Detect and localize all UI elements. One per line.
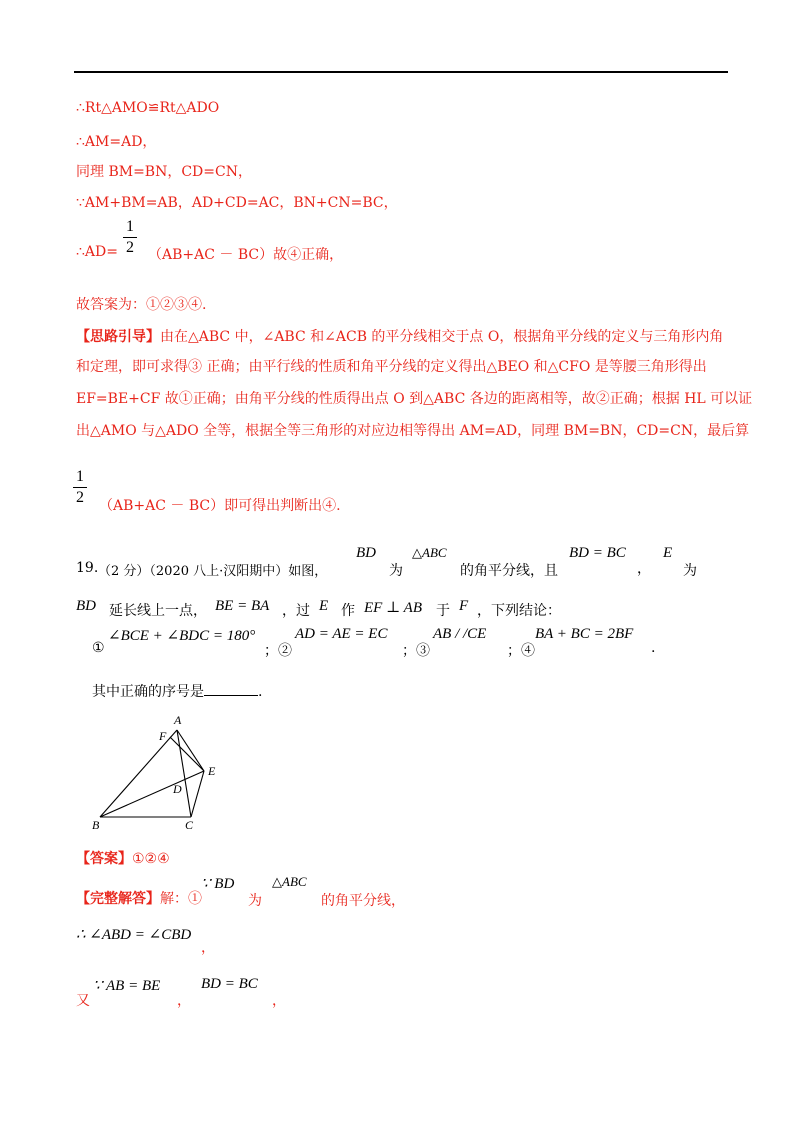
solution-line-1 (76, 888, 202, 908)
math-be-eq-ba: BE = BA (215, 598, 270, 614)
guide-line-5: （AB+AC － BC）即可得出判断出④. (99, 498, 341, 514)
answer-tag: 【答案】 (76, 851, 132, 867)
guide-line-4: 出△AMO 与△ADO 全等，根据全等三角形的对应边相等得出 AM=AD，同理 BM=BN，CD=CN，最后算 (76, 423, 750, 439)
geometry-figure (88, 710, 228, 835)
label-a: A (174, 713, 182, 727)
segment-be (100, 771, 204, 817)
prompt-end: . (258, 684, 263, 700)
fraction-denominator: 2 (76, 489, 84, 506)
conclusion-1: ∠BCE + ∠BDC = 180° (108, 628, 256, 644)
text-wei-2: 为 (683, 563, 697, 579)
answer-blank (204, 683, 258, 696)
proof-line-4: ∵AM+BM=AB，AD+CD=AC，BN+CN=BC， (76, 195, 398, 211)
guide-line-3: EF=BE+CF 故①正确；由角平分线的性质得出点 O 到△ABC 各边的距离相等，故②正确；根据 HL 可以证 (76, 391, 753, 407)
solution-tag: 【完整解答】 (76, 891, 160, 907)
segment-ce (191, 771, 204, 817)
guide-text-1: 由在△ABC 中，∠ABC 和∠ACB 的平分线相交于点 O，根据角平分线的定义与三角形内角 (160, 329, 724, 345)
answer-line (76, 848, 170, 868)
proof-line-5-prefix: ∴AD= (76, 244, 118, 260)
conclusion-3: AB / /CE (433, 626, 487, 642)
math-bd-eq-bc: BD = BC (569, 545, 626, 561)
label-d: D (173, 782, 182, 796)
conclusion-2-mark: ；② (264, 643, 292, 659)
proof-line-2: ∴AM=AD， (76, 134, 157, 150)
solution-comma-1: ， (201, 940, 215, 956)
text-yu: 于 (436, 603, 450, 619)
solution-wei: 为 (248, 893, 262, 909)
math-e: E (663, 545, 673, 561)
proof-fraction (123, 218, 137, 257)
text-comma: ， (637, 561, 651, 577)
text-zuo: 作 (341, 603, 355, 619)
math-bd: BD (356, 545, 376, 561)
conclusion-end: . (651, 640, 656, 656)
text-bisector: 的角平分线，且 (460, 563, 558, 579)
question-number: 19. (76, 560, 99, 576)
fraction-bar (123, 237, 137, 238)
guide-tag: 【思路引导】 (76, 329, 160, 345)
conclusion-2: AD = AE = EC (295, 626, 388, 642)
conclusion-1-mark: ① (92, 640, 105, 656)
guide-fraction (73, 468, 87, 507)
math-bd-2: BD (76, 598, 96, 614)
proof-line-3: 同理 BM=BN，CD=CN， (76, 164, 252, 180)
header-rule (74, 71, 728, 73)
segment-ae (177, 730, 204, 771)
answer-statement: 故答案为：①②③④. (76, 297, 207, 313)
segment-ba (100, 730, 177, 817)
math-angle-equality: ∴ ∠ABD = ∠CBD (76, 927, 192, 943)
conclusion-4-mark: ；④ (507, 643, 535, 659)
fraction-numerator: 1 (76, 468, 84, 485)
fraction-numerator: 1 (126, 218, 134, 235)
fraction-bar (73, 487, 87, 488)
proof-line-1: ∴Rt△AMO≌Rt△ADO (76, 100, 220, 116)
math-f: F (459, 598, 469, 614)
math-e-2: E (319, 598, 329, 614)
answer-value: ①②④ (132, 851, 170, 867)
segment-ca (177, 730, 191, 817)
fraction-denominator: 2 (126, 239, 134, 256)
segment-fe (170, 737, 204, 771)
label-c: C (185, 818, 194, 832)
solution-bisector: 的角平分线， (321, 893, 405, 909)
text-extension: 延长线上一点， (109, 603, 207, 619)
math-solution-triangle: △ABC (272, 874, 307, 889)
solution-jie: 解：① (160, 891, 202, 907)
math-ef-perp-ab: EF ⊥ AB (364, 600, 422, 616)
guide-line-2: 和定理，即可求得③ 正确；由平行线的性质和角平分线的定义得出△BEO 和△CFO 是等腰三角形得出 (76, 359, 707, 375)
conclusion-3-mark: ；③ (402, 643, 430, 659)
math-bd-eq-bc-2: BD = BC (201, 976, 258, 992)
math-triangle-abc: △ABC (412, 545, 447, 560)
label-f: F (159, 729, 167, 743)
solution-comma-2: ， (177, 993, 191, 1009)
prompt-text: 其中正确的序号是 (92, 684, 204, 700)
text-wei: 为 (389, 563, 403, 579)
solution-you: 又 (76, 993, 90, 1009)
solution-comma-3: ， (272, 993, 286, 1009)
question-source: （2 分）（2020 八上·汉阳期中）如图， (98, 564, 328, 579)
label-b: B (92, 818, 100, 832)
text-guo: ，过 (282, 603, 310, 619)
proof-line-5-suffix: （AB+AC － BC）故④正确， (148, 247, 344, 263)
conclusion-4: BA + BC = 2BF (535, 626, 634, 642)
guide-line-1 (76, 326, 723, 346)
math-ab-eq-be: ∵ AB = BE (93, 978, 161, 994)
math-because-bd: ∵ BD (201, 876, 235, 892)
text-conclusions-intro: ，下列结论： (477, 603, 561, 619)
question-prompt (92, 681, 262, 701)
label-e: E (208, 764, 216, 778)
